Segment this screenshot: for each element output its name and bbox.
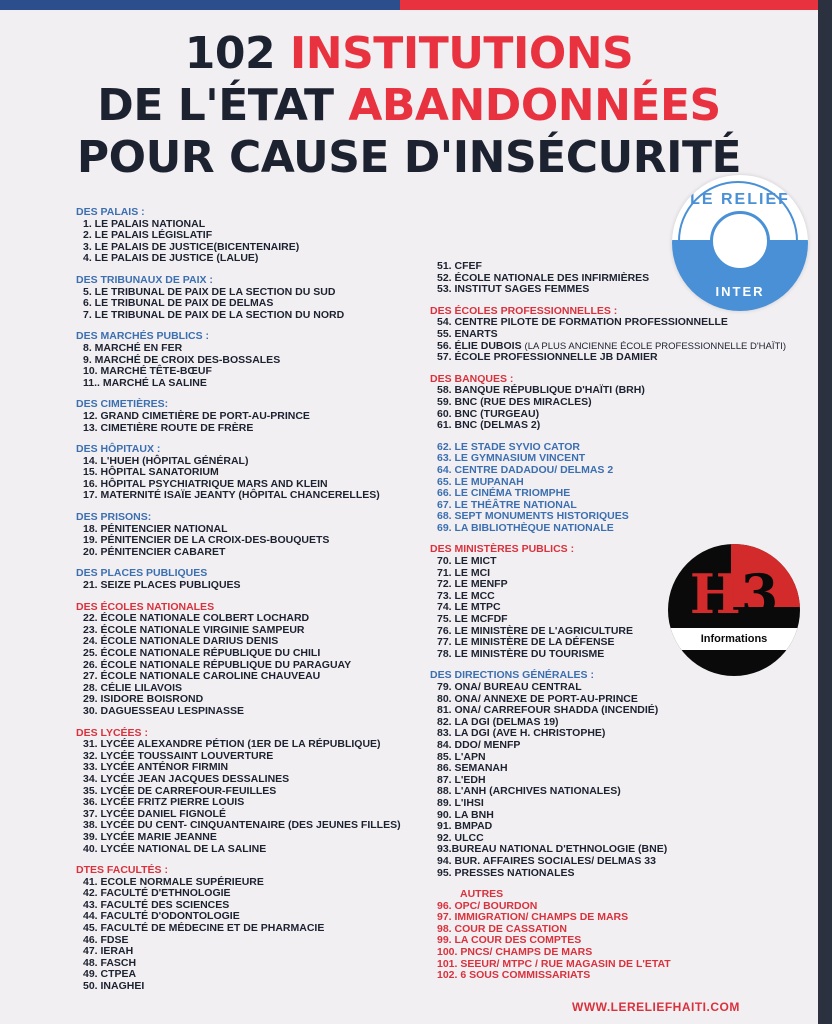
left-column xyxy=(76,207,426,1003)
list-item: 67. LE THÉÂTRE NATIONAL xyxy=(437,498,577,511)
website-url[interactable]: WWW.LERELIEFHAITI.COM xyxy=(572,1000,740,1014)
list-item: 11.. MARCHÉ LA SALINE xyxy=(83,376,207,389)
section-heading: DES CIMETIÈRES: xyxy=(76,398,169,411)
list-item: 100. PNCS/ CHAMPS DE MARS xyxy=(437,946,593,959)
list-item: 81. ONA/ CARREFOUR SHADDA (INCENDIÉ) xyxy=(437,704,659,717)
list-item: 102. 6 SOUS COMMISSARIATS xyxy=(437,969,591,982)
h3-informations-band: Informations xyxy=(668,628,800,650)
section-heading: DES ÉCOLES NATIONALES xyxy=(76,600,215,613)
list-item: 87. L'EDH xyxy=(437,773,486,786)
list xyxy=(430,556,820,660)
section-heading: DES PALAIS : xyxy=(76,206,145,218)
section-culture-sport xyxy=(430,442,820,535)
list xyxy=(430,682,820,879)
list xyxy=(430,317,820,340)
list-item: 16. HÔPITAL PSYCHIATRIQUE MARS AND KLEIN xyxy=(83,477,328,490)
section-directions xyxy=(430,670,820,879)
list-item: 46. FDSE xyxy=(83,933,129,946)
list-item: 49. CTPEA xyxy=(83,968,137,981)
right-column xyxy=(430,261,820,992)
section-ecoles-top xyxy=(430,261,820,296)
list-item: 70. LE MICT xyxy=(437,555,497,568)
list xyxy=(76,287,426,322)
list-item: 31. LYCÉE ALEXANDRE PÉTION (1ER DE LA RÉPUBLIQUE) xyxy=(83,738,381,751)
list-item: 84. DDO/ MENFP xyxy=(437,738,521,751)
headline-etat: DE L'ÉTAT xyxy=(97,80,334,131)
list-item: 7. LE TRIBUNAL DE PAIX DE LA SECTION DU NORD xyxy=(83,308,345,321)
list-item: 72. LE MENFP xyxy=(437,578,508,591)
list-item: 30. DAGUESSEAU LESPINASSE xyxy=(83,704,245,717)
section-heading: DES LYCÉES : xyxy=(76,726,148,739)
list xyxy=(76,411,426,434)
item-text: 56. ÉLIE DUBOIS xyxy=(437,339,522,352)
list-item: 76. LE MINISTÈRE DE L'AGRICULTURE xyxy=(437,624,633,637)
list-item: 1. LE PALAIS NATIONAL xyxy=(83,217,206,230)
section-ecoles-professionnelles xyxy=(430,306,820,364)
list xyxy=(76,877,426,993)
list-section xyxy=(76,331,426,389)
list-item: 74. LE MTPC xyxy=(437,601,501,614)
list-section xyxy=(76,399,426,434)
list-item: 43. FACULTÉ DES SCIENCES xyxy=(83,898,230,911)
list-item: 78. LE MINISTÈRE DU TOURISME xyxy=(437,647,605,660)
list xyxy=(430,901,820,982)
list-item: 5. LE TRIBUNAL DE PAIX DE LA SECTION DU SUD xyxy=(83,285,336,298)
list-item: 96. OPC/ BOURDON xyxy=(437,899,538,912)
list-item: 98. COUR DE CASSATION xyxy=(437,922,567,935)
headline-institutions: INSTITUTIONS xyxy=(289,28,634,79)
list-item: 29. ISIDORE BOISROND xyxy=(83,693,204,706)
list-item: 82. LA DGI (DELMAS 19) xyxy=(437,715,559,728)
list-item: 79. ONA/ BUREAU CENTRAL xyxy=(437,681,582,693)
right-edge-strip xyxy=(818,0,832,1024)
headline-line-2 xyxy=(0,80,818,132)
list-item: 83. LA DGI (AVE H. CHRISTOPHE) xyxy=(437,727,606,740)
list-item: 71. LE MCI xyxy=(437,566,491,579)
list-section xyxy=(76,275,426,321)
section-ministeres xyxy=(430,544,820,660)
list-item: 32. LYCÉE TOUSSAINT LOUVERTURE xyxy=(83,749,274,762)
list-item: 75. LE MCFDF xyxy=(437,613,508,626)
h3-digit: 3 xyxy=(740,562,779,626)
list-item: 58. BANQUE RÉPUBLIQUE D'HAÏTI (BRH) xyxy=(437,384,645,397)
section-heading: DTES FACULTÉS : xyxy=(76,864,168,877)
list-item: 20. PÉNITENCIER CABARET xyxy=(83,545,226,558)
list-item: 51. CFEF xyxy=(437,260,482,272)
list-item: 73. LE MCC xyxy=(437,589,495,602)
list-item: 37. LYCÉE DANIEL FIGNOLÉ xyxy=(83,807,226,820)
list-item: 57. ÉCOLE PROFESSIONNELLE JB DAMIER xyxy=(437,351,658,364)
list-item: 69. LA BIBLIOTHÈQUE NATIONALE xyxy=(437,521,614,534)
list-item: 66. LE CINÉMA TRIOMPHE xyxy=(437,487,571,500)
list-item: 52. ÉCOLE NATIONALE DES INFIRMIÈRES xyxy=(437,271,650,284)
section-heading: DES MINISTÈRES PUBLICS : xyxy=(430,543,575,556)
section-banques xyxy=(430,374,820,432)
list xyxy=(76,456,426,502)
list-item: 93.BUREAU NATIONAL D'ETHNOLOGIE (BNE) xyxy=(437,843,668,856)
top-bar-blue xyxy=(0,0,400,10)
top-bar-red xyxy=(400,0,832,10)
list-item: 23. ÉCOLE NATIONALE VIRGINIE SAMPEUR xyxy=(83,623,305,636)
list-item: 24. ÉCOLE NATIONALE DARIUS DENIS xyxy=(83,635,279,648)
list-item: 33. LYCÉE ANTÉNOR FIRMIN xyxy=(83,761,229,774)
list-item: 26. ÉCOLE NATIONALE RÉPUBLIQUE DU PARAGUAY xyxy=(83,658,352,671)
list-item: 13. CIMETIÈRE ROUTE DE FRÈRE xyxy=(83,421,254,434)
list-item: 2. LE PALAIS LÉGISLATIF xyxy=(83,229,213,242)
list-item: 64. CENTRE DADADOU/ DELMAS 2 xyxy=(437,463,614,476)
list-item: 19. PÉNITENCIER DE LA CROIX-DES-BOUQUETS xyxy=(83,534,330,547)
headline-line-1 xyxy=(0,28,818,80)
section-autres xyxy=(430,889,820,982)
list xyxy=(76,524,426,559)
list-item: 27. ÉCOLE NATIONALE CAROLINE CHAUVEAU xyxy=(83,670,321,683)
list xyxy=(76,343,426,389)
list-item: 65. LE MUPANAH xyxy=(437,475,524,488)
section-heading: DES PRISONS: xyxy=(76,511,152,524)
list-item: 40. LYCÉE NATIONAL DE LA SALINE xyxy=(83,842,267,855)
list-item: 86. SEMANAH xyxy=(437,762,508,775)
list-note-wrap xyxy=(430,341,820,364)
list-item: 35. LYCÉE DE CARREFOUR-FEUILLES xyxy=(83,784,277,797)
list-item: 63. LE GYMNASIUM VINCENT xyxy=(437,452,586,465)
section-heading: DES ÉCOLES PROFESSIONNELLES : xyxy=(430,304,618,317)
list-item: 17. MATERNITÉ ISAÏE JEANTY (HÔPITAL CHANCERELLES) xyxy=(83,489,380,502)
section-heading: DES DIRECTIONS GÉNÉRALES : xyxy=(430,669,594,682)
item-note: (LA PLUS ANCIENNE ÉCOLE PROFESSIONNELLE D'HAÏTI) xyxy=(524,340,787,352)
list-item: 10. MARCHÉ TÊTE-BŒUF xyxy=(83,365,212,378)
list-item: 8. MARCHÉ EN FER xyxy=(83,341,183,354)
list-item: 28. CÉLIE LILAVOIS xyxy=(83,681,182,694)
list-item: 60. BNC (TURGEAU) xyxy=(437,407,540,420)
list-item: 34. LYCÉE JEAN JACQUES DESSALINES xyxy=(83,772,290,785)
list-item: 85. L'APN xyxy=(437,750,486,763)
list-item: 21. SEIZE PLACES PUBLIQUES xyxy=(83,579,241,592)
list-item: 95. PRESSES NATIONALES xyxy=(437,866,575,879)
list-item: 90. LA BNH xyxy=(437,808,494,821)
headline-line-3: POUR CAUSE D'INSÉCURITÉ xyxy=(76,132,742,183)
section-heading: DES TRIBUNAUX DE PAIX : xyxy=(76,273,213,286)
list-item: 48. FASCH xyxy=(83,956,137,969)
h3-letter: H xyxy=(689,562,741,626)
headline xyxy=(0,28,818,184)
section-heading: DES PLACES PUBLIQUES xyxy=(76,567,208,580)
list-item: 59. BNC (RUE DES MIRACLES) xyxy=(437,395,592,408)
logo-relief-text: LE RELIEF xyxy=(690,191,790,208)
list-item: 47. IERAH xyxy=(83,945,134,958)
list-item: 38. LYCÉE DU CENT- CINQUANTENAIRE (DES JEUNES FILLES) xyxy=(83,819,401,832)
list-item: 50. INAGHEI xyxy=(83,980,145,993)
list-item: 12. GRAND CIMETIÈRE DE PORT-AU-PRINCE xyxy=(83,409,310,422)
list-section xyxy=(76,207,426,265)
list-item: 54. CENTRE PILOTE DE FORMATION PROFESSIONNELLE xyxy=(437,316,728,329)
list-item: 68. SEPT MONUMENTS HISTORIQUES xyxy=(437,510,629,523)
list-item: 42. FACULTÉ D'ETHNOLOGIE xyxy=(83,887,231,900)
list-item: 92. ULCC xyxy=(437,831,484,844)
list xyxy=(76,613,426,717)
list xyxy=(76,580,426,592)
list-item: 3. LE PALAIS DE JUSTICE(BICENTENAIRE) xyxy=(83,240,300,253)
list-item: 53. INSTITUT SAGES FEMMES xyxy=(437,283,590,296)
list-item: 99. LA COUR DES COMPTES xyxy=(437,934,582,947)
list xyxy=(76,219,426,265)
list-item: 80. ONA/ ANNEXE DE PORT-AU-PRINCE xyxy=(437,692,638,705)
list-item: 91. BMPAD xyxy=(437,820,493,833)
list-section xyxy=(76,444,426,502)
list-item: 25. ÉCOLE NATIONALE RÉPUBLIQUE DU CHILI xyxy=(83,647,321,659)
headline-number: 102 xyxy=(184,28,276,79)
list-item: 44. FACULTÉ D'ODONTOLOGIE xyxy=(83,910,240,923)
section-heading: DES HÔPITAUX : xyxy=(76,443,161,456)
logo-inter-text: INTER xyxy=(715,284,765,299)
list xyxy=(76,739,426,855)
list-item: 39. LYCÉE MARIE JEANNE xyxy=(83,830,217,843)
section-heading: DES BANQUES : xyxy=(430,372,514,385)
list-item: 36. LYCÉE FRITZ PIERRE LOUIS xyxy=(83,796,245,809)
list xyxy=(430,385,820,431)
list-item: 45. FACULTÉ DE MÉDECINE ET DE PHARMACIE xyxy=(83,922,325,935)
list-section xyxy=(76,512,426,558)
list-item: 55. ENARTS xyxy=(437,327,498,340)
list-item: 97. IMMIGRATION/ CHAMPS DE MARS xyxy=(437,911,629,924)
list-item: 9. MARCHÉ DE CROIX DES-BOSSALES xyxy=(83,353,281,366)
list-item: 18. PÉNITENCIER NATIONAL xyxy=(83,522,228,535)
list-item: 6. LE TRIBUNAL DE PAIX DE DELMAS xyxy=(83,297,274,310)
list-item: 101. SEEUR/ MTPC / RUE MAGASIN DE L'ETAT xyxy=(437,957,671,970)
list-item: 61. BNC (DELMAS 2) xyxy=(437,419,541,432)
headline-abandonnees: ABANDONNÉES xyxy=(348,80,721,131)
list-item: 62. LE STADE SYVIO CATOR xyxy=(437,440,580,453)
list-item: 77. LE MINISTÈRE DE LA DÉFENSE xyxy=(437,636,615,649)
list-section xyxy=(76,568,426,591)
list-item: 88. L'ANH (ARCHIVES NATIONALES) xyxy=(437,785,621,798)
list-section xyxy=(76,728,426,856)
list-item: 22. ÉCOLE NATIONALE COLBERT LOCHARD xyxy=(83,612,310,625)
list-item: 41. ECOLE NORMALE SUPÉRIEURE xyxy=(83,875,264,888)
list-item: 15. HÔPITAL SANATORIUM xyxy=(83,466,219,479)
list-item: 94. BUR. AFFAIRES SOCIALES/ DELMAS 33 xyxy=(437,854,656,867)
section-heading: AUTRES xyxy=(460,888,504,901)
section-heading: DES MARCHÉS PUBLICS : xyxy=(76,330,210,343)
list-section xyxy=(76,865,426,993)
list-item: 89. L'IHSI xyxy=(437,796,484,809)
list-item: 14. L'HUEH (HÔPITAL GÉNÉRAL) xyxy=(83,454,249,467)
list-section xyxy=(76,602,426,718)
list-item: 4. LE PALAIS DE JUSTICE (LALUE) xyxy=(83,252,259,265)
top-color-bar xyxy=(0,0,832,10)
